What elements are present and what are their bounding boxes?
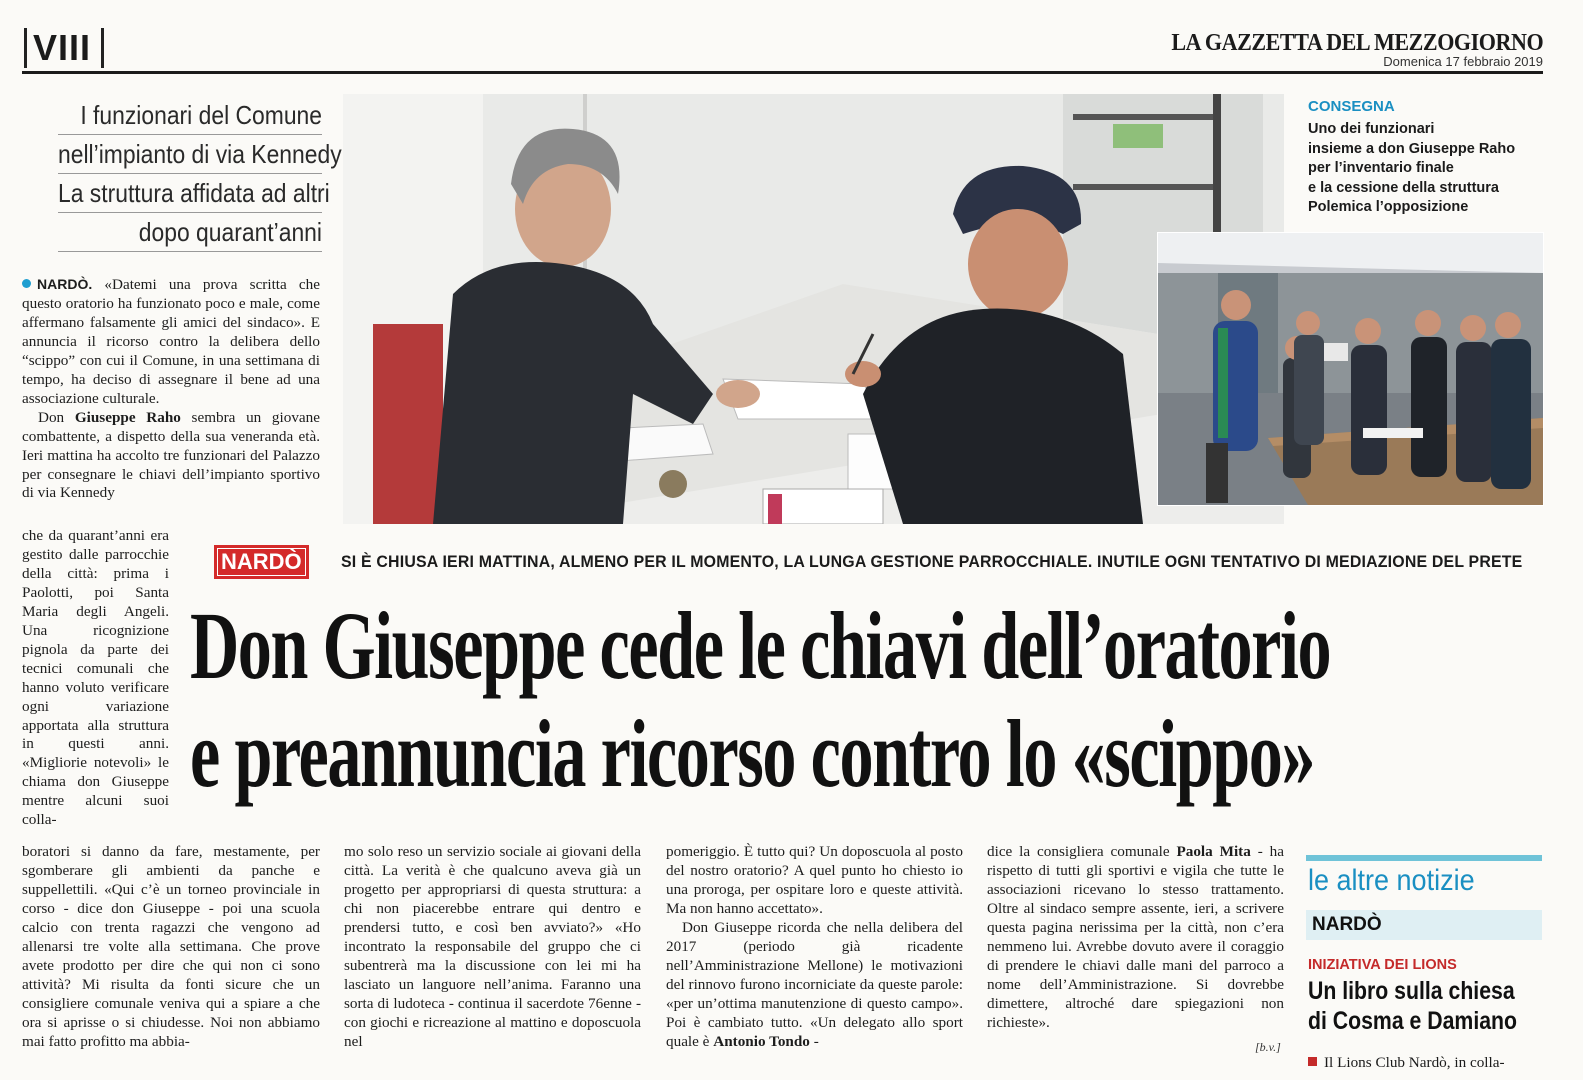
caption-line: e la cessione della struttura (1308, 179, 1499, 196)
paragraph-text: pomeriggio. È tutto qui? Un doposcuola al posto del nostro oratorio? A quel punto ho chiesto io una proroga, per ospitare loro e queste attività. Ma non hanno accettato». (666, 843, 963, 917)
paragraph-text: Don (38, 408, 75, 426)
sidebar-section-label: NARDÒ (1312, 914, 1382, 935)
person-name: Giuseppe Raho (74, 408, 181, 426)
subhead-line: La struttura affidata ad altri (58, 174, 322, 213)
sidebar-headline-line: Un libro sulla chiesa (1308, 977, 1515, 1005)
paragraph-text: sembra un giovane combattente, a dispetto della sua veneranda età. Ieri mattina ha accolto tre funzionari del Palazzo per consegnare le chiavi dell’impianto sportivo di via Kennedy (22, 408, 321, 502)
photo-caption (1308, 120, 1540, 218)
paragraph-text: che da quarant’anni era gestito dalle parrocchie della città: prima i Paolotti, poi Santa Maria degli Angeli. Una ricognizione pignola da parte dei tecnici comunali che hanno voluto verificare ogni variazione apportata alla struttura in questi anni. «Migliorie notevoli» le chiama don Giuseppe mentre alcuni suoi colla- (22, 527, 169, 829)
paragraph-text: Don Giuseppe ricorda che nella delibera del 2017 (periodo già ricadente nell’Amministrazione Mellone) le motivazioni del rinnovo furono incorniciate da queste parole: «per un’ottima manutenzione di questo campo». Poi è cambiato tutto. «Un delegato allo sport quale è (666, 918, 963, 1050)
article-paragraph (987, 843, 1284, 1033)
subhead-line: nell’impianto di via Kennedy (58, 135, 322, 174)
sidebar-title: le altre notizie (1308, 864, 1475, 897)
sidebar-kicker: INIZIATIVA DEI LIONS (1308, 957, 1457, 973)
article-column-1-narrow (22, 527, 169, 830)
headline-line-2: e preannuncia ricorso contro lo «scippo» (190, 700, 1315, 807)
person-name: Antonio Tondo (713, 1032, 810, 1050)
sidebar-body (1308, 1054, 1505, 1072)
sidebar-headline-line: di Cosma e Damiano (1308, 1007, 1518, 1035)
kicker-tag: NARDÒ (214, 545, 309, 579)
article-paragraph (666, 919, 963, 1052)
sidebar-body-text: Il Lions Club Nardò, in colla- (1324, 1054, 1505, 1071)
main-photo (343, 94, 1284, 524)
subhead-line: dopo quarant’anni (58, 213, 322, 252)
caption-line: Uno dei funzionari (1308, 121, 1435, 137)
article-paragraph (22, 409, 320, 504)
article-column-1-top (22, 275, 320, 503)
lead-text: «Datemi una prova scritta che questo oratorio ha funzionato poco e male, come affermano falsamente gli amici del sindaco». E annuncia il ricorso contro la delibera dello “scippo” con cui il Comune, in una settimana di tempo, ha deciso di assegnare il bene ad una associazione culturale. (22, 276, 320, 407)
caption-label: CONSEGNA (1308, 98, 1395, 115)
article-column-4 (987, 843, 1284, 1033)
headline-line-1: Don Giuseppe cede le chiavi dell’oratorio (190, 592, 1331, 699)
sidebar-headline (1308, 976, 1518, 1036)
main-photo-image (343, 94, 1284, 524)
header-rule (22, 71, 1543, 74)
paragraph-text: - (809, 1032, 819, 1050)
square-bullet-icon (1308, 1057, 1317, 1066)
page-number: VIII (24, 28, 104, 68)
dateline: NARDÒ. (37, 276, 93, 292)
paragraph-text: mo solo reso un servizio sociale ai giovani della città. La verità è che qualcuno aveva già un progetto per appropriarsi di questa struttura: a chi non piacerebbe entrare qui dentro e prendersi tutto, e così ben avviato?» «Ho incontrato la responsabile del gruppo che ci subentrerà ma la discussione con lei mi ha lasciato un languore nell’anima. Faranno una sorta di ludoteca - continua il sacerdote 76enne - con giochi e ricreazione al mattino e doposcuola nel (344, 843, 641, 1050)
subhead-line: I funzionari del Comune (58, 96, 322, 135)
issue-date: Domenica 17 febbraio 2019 (1383, 54, 1543, 69)
inset-photo-image (1158, 233, 1543, 505)
paragraph-text: dice la consigliera comunale (987, 843, 1177, 860)
paragraph-text: boratori si danno da fare, mestamente, per sgomberare gli ambienti da panche e suppellettili. «Qui c’è un torneo provinciale in corso - dice don Giuseppe - poi una scuola calcio con trenta ragazzi che vengono ad allenarsi tre volte alla settimana. Che prove avete prodotto per dire che qui non ci sono attività? Mi risulta da fonti sicure che un consigliere comunale veniva qui a spiare a che ora si aprisse o si chiudesse. Noi non abbiamo mai fatto profitto ma abbia- (22, 843, 320, 1050)
bullet-icon (22, 279, 31, 288)
paragraph-text: - ha rispetto di tutti gli sportivi e vigila che tutte le associazioni ricevano lo stesso trattamento. Oltre al sindaco sempre assente, ieri, a scrivere questa pagina nerissima per la città, non c’era nemmeno lui. Avrebbe dovuto avere il coraggio di prendere le chiavi dalle mani del parroco a nome dell’Amministrazione. Si dovrebbe dimettere, altroché dare spiegazioni non richieste». (987, 843, 1284, 1031)
person-name: Paola Mita (1176, 843, 1251, 860)
inset-photo (1157, 232, 1544, 506)
sidebar-section (1306, 910, 1542, 940)
sidebar-rule (1306, 855, 1542, 861)
caption-line: Polemica l’opposizione (1308, 199, 1469, 216)
byline: [b.v.] (1255, 1040, 1281, 1054)
article-column-2 (344, 843, 641, 1051)
masthead: LA GAZZETTA DEL MEZZOGIORNO (1171, 30, 1543, 56)
caption-line: insieme a don Giuseppe Raho (1308, 140, 1516, 157)
article-column-1-bottom (22, 843, 320, 1051)
kicker-text: SI È CHIUSA IERI MATTINA, ALMENO PER IL MOMENTO, LA LUNGA GESTIONE PARROCCHIALE. INUTILE OGNI TENTATIVO DI MEDIAZIONE DEL PRETE (341, 552, 1523, 571)
caption-line: per l’inventario finale (1308, 160, 1454, 177)
article-lead (22, 275, 320, 409)
article-column-3 (666, 843, 963, 1051)
